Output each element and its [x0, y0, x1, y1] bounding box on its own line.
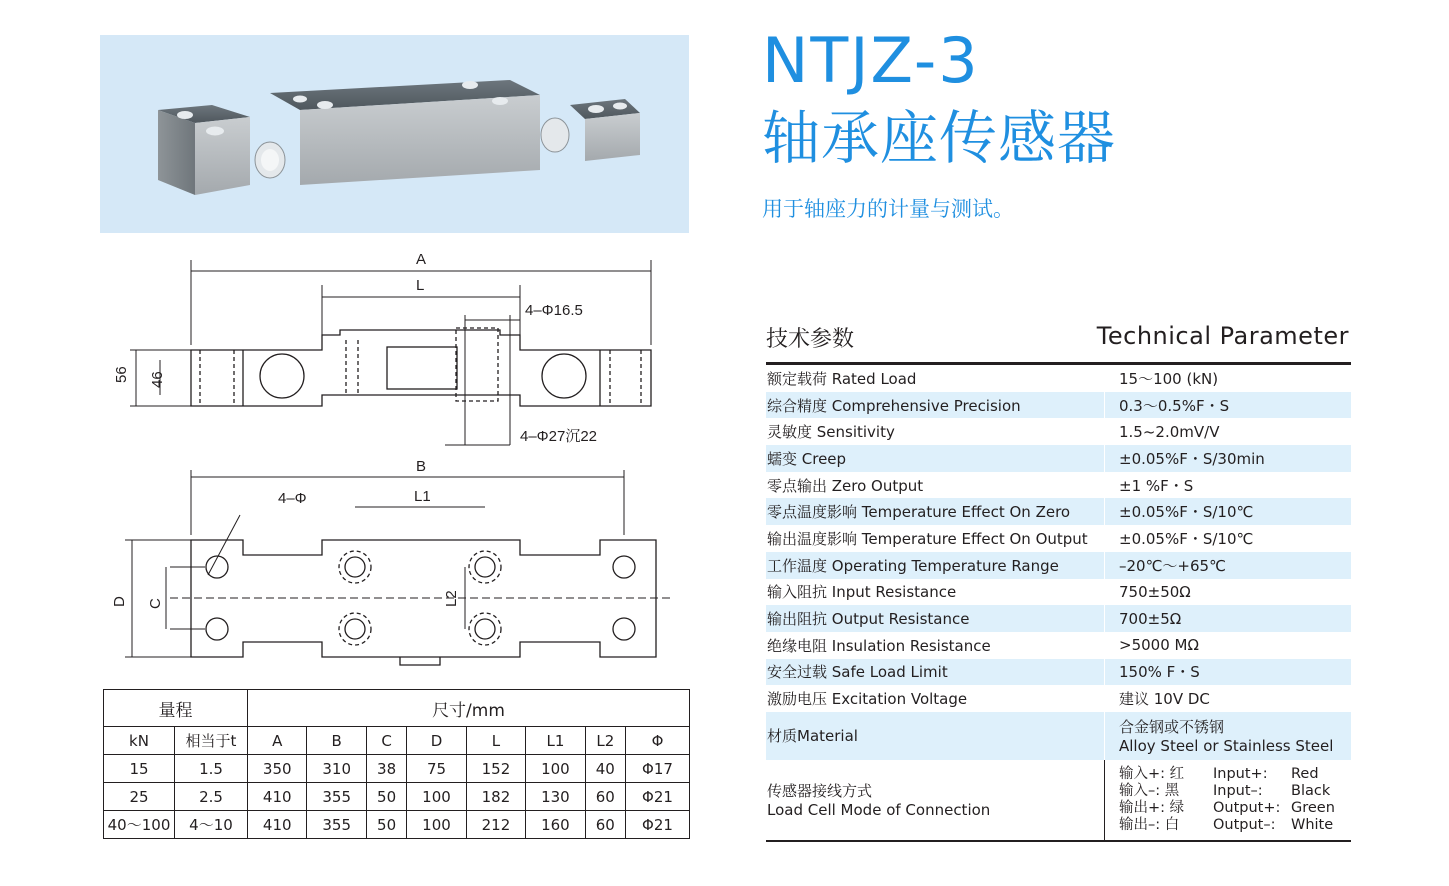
param-row: 灵敏度 Sensitivity 1.5~2.0mV/V — [766, 418, 1351, 445]
label-56: 56 — [113, 366, 130, 383]
param-row: 输入阻抗 Input Resistance 750±50Ω — [766, 579, 1351, 606]
dimension-drawing — [100, 245, 670, 685]
param-row: 工作温度 Operating Temperature Range –20℃～+65℃ — [766, 552, 1351, 579]
label-L1: L1 — [414, 488, 431, 505]
label-C: C — [147, 598, 164, 609]
label-A: A — [416, 251, 427, 268]
product-photo — [100, 35, 689, 233]
table-row: 25 2.5 410 355 50 100 182 130 60 Φ21 — [104, 783, 690, 811]
param-row: 输出温度影响 Temperature Effect On Output ±0.05%F・S/10℃ — [766, 525, 1351, 552]
param-row: 蠕变 Creep ±0.05%F・S/30min — [766, 445, 1351, 472]
param-row-connection: 传感器接线方式 Load Cell Mode of Connection 输入+: 红 Input+: Red 输入–: 黑 Input–: Black 输出+: 绿 Output+: Green 输出–: 白 Output–: White — [766, 760, 1351, 841]
column-headers: kN 相当于t A B C D L L1 L2 Φ — [104, 727, 690, 755]
param-row: 零点输出 Zero Output ±1 %F・S — [766, 472, 1351, 499]
product-description: 用于轴座力的计量与测试。 — [762, 197, 1014, 221]
label-D: D — [111, 596, 128, 607]
params-title-en: Technical Parameter — [1096, 322, 1349, 350]
param-row: 输出阻抗 Output Resistance 700±5Ω — [766, 605, 1351, 632]
product-name: 轴承座传感器 — [762, 104, 1117, 172]
wiring-grid: 输入+: 红 Input+: Red 输入–: 黑 Input–: Black 输出+: 绿 Output+: Green 输出–: 白 Output–: White — [1119, 766, 1335, 833]
param-row: 激励电压 Excitation Voltage 建议 10V DC — [766, 685, 1351, 712]
range-header: 量程 — [104, 690, 248, 727]
load-cell-render — [100, 35, 689, 233]
param-row: 综合精度 Comprehensive Precision 0.3～0.5%F・S — [766, 392, 1351, 419]
label-L2: L2 — [443, 590, 460, 607]
param-row: 安全过载 Safe Load Limit 150% F・S — [766, 659, 1351, 686]
param-row: 零点温度影响 Temperature Effect On Zero ±0.05%F・S/10℃ — [766, 498, 1351, 525]
label-B: B — [416, 458, 427, 475]
param-row: 额定载荷 Rated Load 15～100 (kN) — [766, 365, 1351, 392]
table-row: 15 1.5 350 310 38 75 152 100 40 Φ17 — [104, 755, 690, 783]
dimensions-table — [103, 689, 690, 839]
params-title-cn: 技术参数 — [766, 327, 855, 352]
param-row-material: 材质Material 合金钢或不锈钢 Alloy Steel or Stainless Steel — [766, 712, 1351, 760]
param-row: 绝缘电阻 Insulation Resistance >5000 MΩ — [766, 632, 1351, 659]
label-46: 46 — [149, 371, 166, 388]
size-header: 尺寸/mm — [248, 690, 690, 727]
model-title: NTJZ-3 — [762, 24, 980, 97]
label-hole-top: 4–Φ16.5 — [525, 302, 583, 319]
table-row: 40～100 4～10 410 355 50 100 212 160 60 Φ21 — [104, 811, 690, 839]
label-hole-bottom: 4–Φ27沉22 — [520, 428, 598, 445]
label-4phi: 4–Φ — [278, 490, 307, 507]
params-table — [766, 365, 1351, 842]
label-L: L — [416, 277, 425, 294]
